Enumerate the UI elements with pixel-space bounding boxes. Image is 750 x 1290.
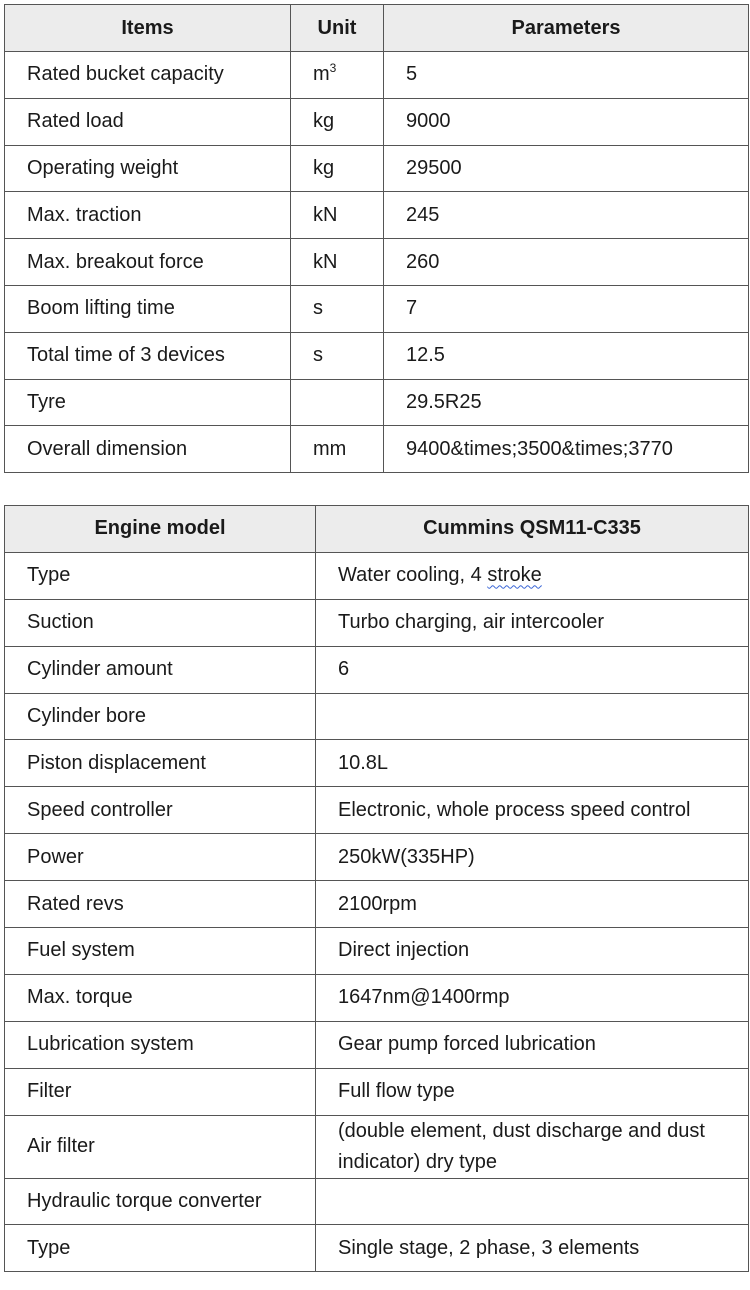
- spec-header-row: [5, 5, 749, 52]
- spec-unit-superscript: 3: [329, 61, 337, 76]
- engine-value-cell: [316, 787, 749, 834]
- spec-unit-cell: [291, 145, 384, 192]
- spec-unit-cell: [291, 426, 384, 473]
- table-row: [5, 599, 749, 646]
- spec-unit-cell: [291, 192, 384, 239]
- engine-value-cell: [316, 1225, 749, 1272]
- table-row: [5, 1115, 749, 1178]
- engine-value-text: 1647nm@1400rmp: [338, 986, 510, 1009]
- spec-unit-text: m: [313, 63, 330, 86]
- spec-table-body: [5, 52, 749, 473]
- engine-value-cell: [316, 1068, 749, 1115]
- spec-value-cell: 260: [384, 239, 749, 286]
- spec-item-cell: Rated load: [5, 98, 291, 145]
- table-row: [5, 552, 749, 599]
- table-row: [5, 834, 749, 881]
- spec-item-cell: Max. traction: [5, 192, 291, 239]
- header-engine-model-value: Cummins QSM11-C335: [316, 506, 749, 553]
- spellcheck-underlined-word: stroke: [487, 564, 542, 587]
- table-row: [5, 1068, 749, 1115]
- engine-item-cell: Power: [5, 834, 316, 881]
- spec-value-cell: 7: [384, 285, 749, 332]
- engine-value-cell: [316, 974, 749, 1021]
- engine-value-cell: [316, 1021, 749, 1068]
- spec-item-cell: Total time of 3 devices: [5, 332, 291, 379]
- table-row: [5, 52, 749, 99]
- engine-header-row: [5, 506, 749, 553]
- engine-table: [4, 505, 749, 1272]
- engine-item-cell: Type: [5, 1225, 316, 1272]
- engine-value-text: (double element, dust discharge and dust indicator) dry type: [338, 1119, 705, 1173]
- spec-item-cell: Boom lifting time: [5, 285, 291, 332]
- engine-item-cell: Air filter: [5, 1115, 316, 1178]
- engine-item-cell: Fuel system: [5, 928, 316, 975]
- engine-value-cell: [316, 1115, 749, 1178]
- spec-unit-text: kg: [313, 110, 335, 133]
- table-row: [5, 1178, 749, 1225]
- table-row: [5, 98, 749, 145]
- engine-value-text: Electronic, whole process speed control: [338, 798, 691, 821]
- engine-item-cell: Type: [5, 552, 316, 599]
- spec-value-cell: 29500: [384, 145, 749, 192]
- engine-value-text: 250kW(335HP): [338, 845, 475, 868]
- table-row: [5, 881, 749, 928]
- spec-unit-text: kN: [313, 250, 338, 273]
- table-row: [5, 379, 749, 426]
- engine-value-cell: [316, 740, 749, 787]
- engine-item-cell: Cylinder amount: [5, 646, 316, 693]
- engine-value-text: Single stage, 2 phase, 3 elements: [338, 1236, 640, 1259]
- engine-item-cell: Cylinder bore: [5, 693, 316, 740]
- engine-value-cell: [316, 599, 749, 646]
- table-row: [5, 239, 749, 286]
- table-row: [5, 332, 749, 379]
- header-parameters: Parameters: [384, 5, 749, 52]
- spec-item-cell: Tyre: [5, 379, 291, 426]
- engine-item-cell: Filter: [5, 1068, 316, 1115]
- spec-value-cell: 5: [384, 52, 749, 99]
- engine-value-text: 2100rpm: [338, 892, 417, 915]
- table-row: [5, 426, 749, 473]
- table-row: [5, 1021, 749, 1068]
- table-row: [5, 192, 749, 239]
- header-engine-model: Engine model: [5, 506, 316, 553]
- engine-item-cell: Hydraulic torque converter: [5, 1178, 316, 1225]
- table-row: [5, 974, 749, 1021]
- spec-table: [4, 4, 749, 473]
- table-row: [5, 928, 749, 975]
- engine-value-text: Water cooling, 4: [338, 564, 488, 587]
- spec-item-cell: Overall dimension: [5, 426, 291, 473]
- spec-value-cell: 29.5R25: [384, 379, 749, 426]
- engine-value-cell: [316, 928, 749, 975]
- table-row: [5, 646, 749, 693]
- header-unit: Unit: [291, 5, 384, 52]
- spec-unit-text: kN: [313, 203, 338, 226]
- table-row: [5, 285, 749, 332]
- header-items: Items: [5, 5, 291, 52]
- engine-value-cell: [316, 881, 749, 928]
- table-row: [5, 740, 749, 787]
- engine-value-text: 10.8L: [338, 751, 389, 774]
- engine-value-text: Turbo charging, air intercooler: [338, 611, 605, 634]
- table-row: [5, 787, 749, 834]
- engine-value-text: Gear pump forced lubrication: [338, 1033, 596, 1056]
- spec-unit-text: kg: [313, 156, 335, 179]
- spec-value-cell: 9000: [384, 98, 749, 145]
- engine-value-cell: [316, 1178, 749, 1225]
- spec-value-cell: 245: [384, 192, 749, 239]
- engine-value-text: 6: [338, 658, 350, 681]
- engine-item-cell: Lubrication system: [5, 1021, 316, 1068]
- spec-unit-cell: [291, 332, 384, 379]
- engine-value-cell: [316, 552, 749, 599]
- engine-value-cell: [316, 693, 749, 740]
- engine-value-text: Direct injection: [338, 939, 470, 962]
- engine-item-cell: Speed controller: [5, 787, 316, 834]
- engine-item-cell: Rated revs: [5, 881, 316, 928]
- engine-item-cell: Suction: [5, 599, 316, 646]
- engine-item-cell: Piston displacement: [5, 740, 316, 787]
- spec-unit-text: mm: [313, 437, 347, 460]
- spec-unit-cell: [291, 239, 384, 286]
- engine-value-cell: [316, 646, 749, 693]
- spec-value-cell: 12.5: [384, 332, 749, 379]
- spec-unit-text: s: [313, 297, 323, 320]
- spec-unit-cell: [291, 52, 384, 99]
- spec-item-cell: Operating weight: [5, 145, 291, 192]
- table-row: [5, 693, 749, 740]
- spec-unit-cell: [291, 379, 384, 426]
- spec-value-cell: 9400&times;3500&times;3770: [384, 426, 749, 473]
- engine-table-body: [5, 552, 749, 1271]
- spec-unit-cell: [291, 285, 384, 332]
- spec-unit-cell: [291, 98, 384, 145]
- spec-item-cell: Rated bucket capacity: [5, 52, 291, 99]
- spec-unit-text: s: [313, 344, 323, 367]
- engine-value-text: Full flow type: [338, 1080, 455, 1103]
- engine-value-cell: [316, 834, 749, 881]
- spec-item-cell: Max. breakout force: [5, 239, 291, 286]
- engine-item-cell: Max. torque: [5, 974, 316, 1021]
- table-row: [5, 145, 749, 192]
- table-row: [5, 1225, 749, 1272]
